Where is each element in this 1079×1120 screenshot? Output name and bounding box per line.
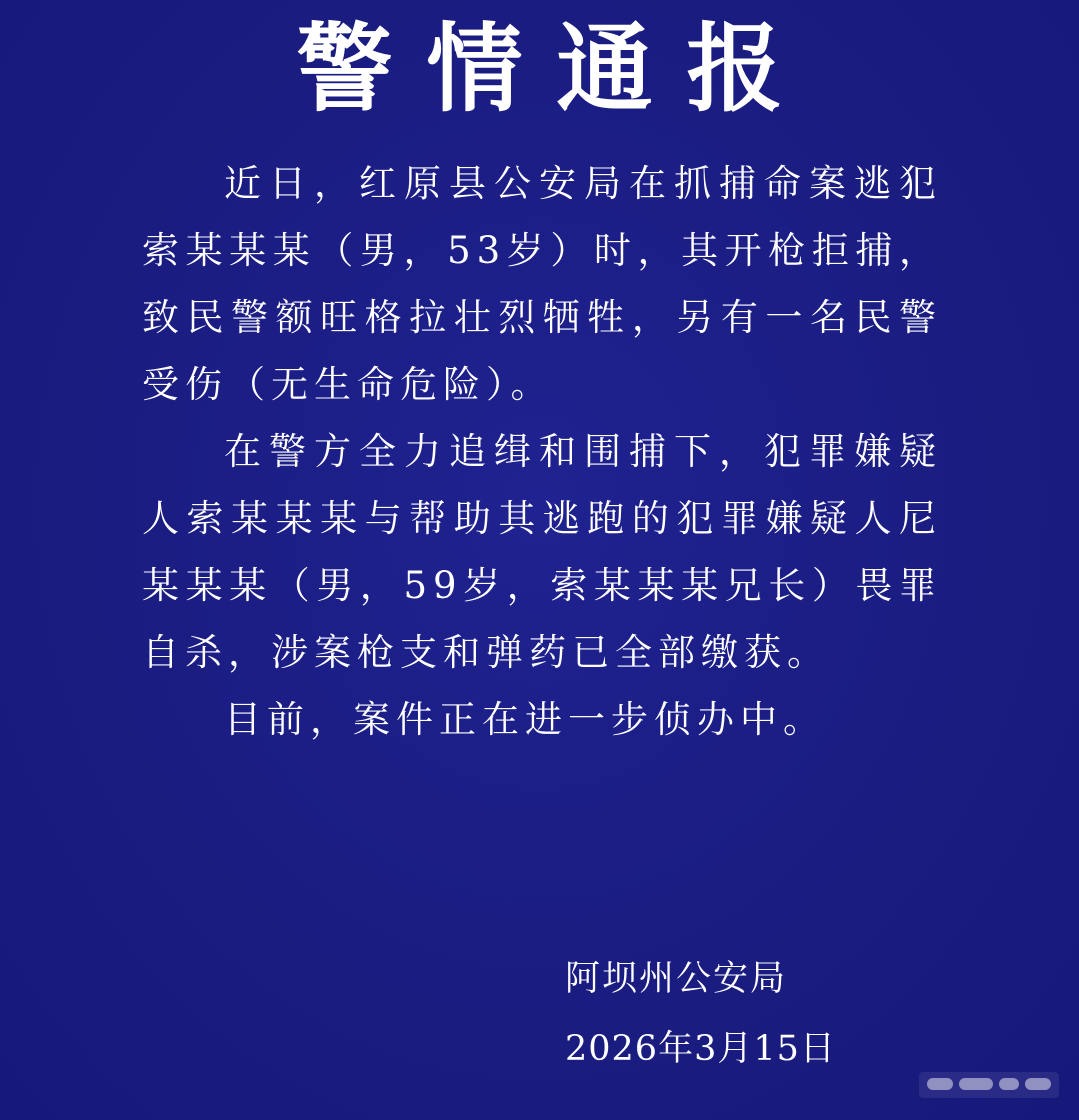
paragraph-status: 目前，案件正在进一步侦办中。 (224, 698, 826, 741)
watermark-logo (919, 1072, 1059, 1098)
notice-body (142, 150, 942, 753)
paragraph-incident: 近日，红原县公安局在抓捕命案逃犯索某某某（男，53岁）时，其开枪拒捕，致民警额旺格拉壮烈牺牲，另有一名民警受伤（无生命危险）。 (142, 162, 942, 406)
paragraph-pursuit: 在警方全力追缉和围捕下，犯罪嫌疑人索某某某与帮助其逃跑的犯罪嫌疑人尼某某某（男，59岁，索某某某兄长）畏罪自杀，涉案枪支和弹药已全部缴获。 (142, 430, 942, 674)
notice-title: 警情通报 (296, 12, 817, 125)
signature-organization: 阿坝州公安局 (565, 959, 788, 999)
signature-date: 2026年3月15日 (565, 1029, 836, 1069)
signature-block (565, 944, 1045, 1084)
